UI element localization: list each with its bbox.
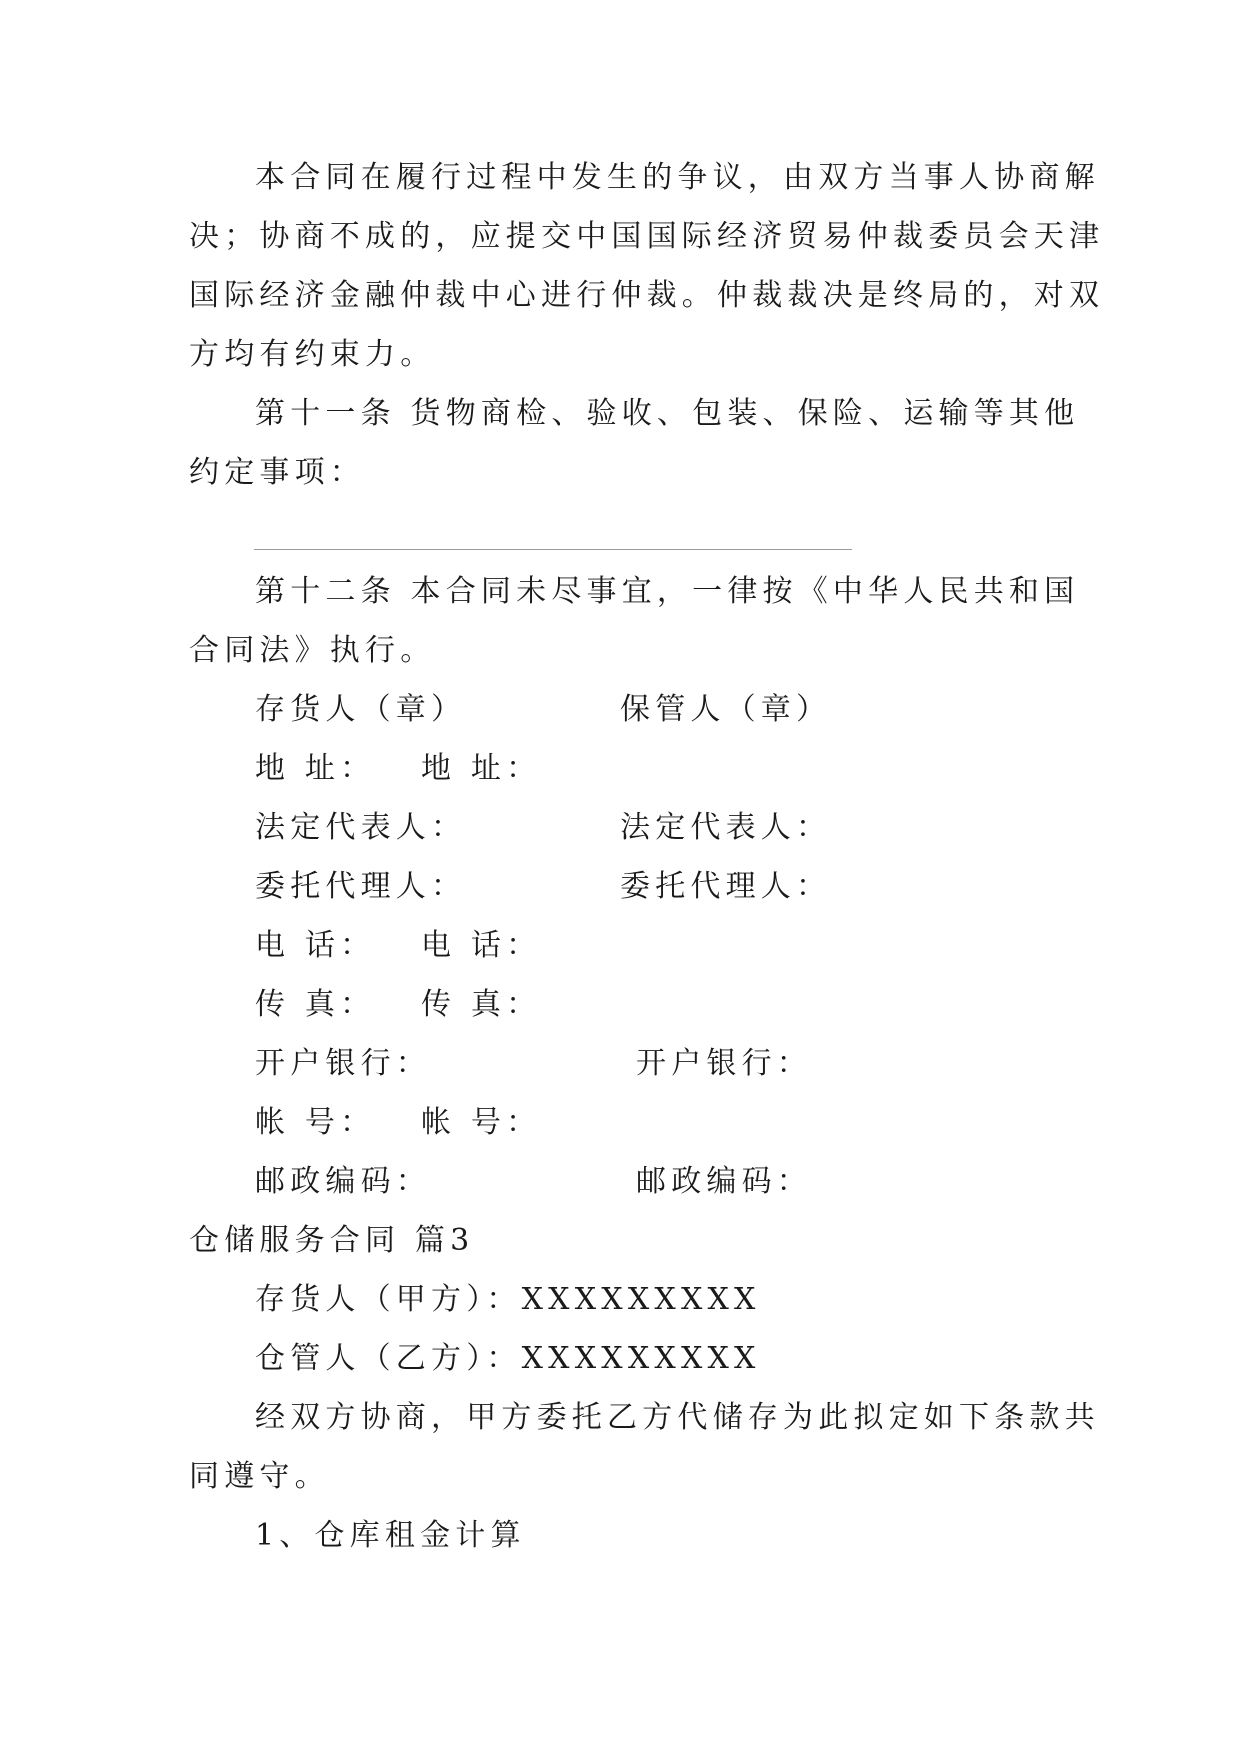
- account-right-label: 帐 号：: [421, 1105, 542, 1140]
- section-title: 仓储服务合同 篇3: [189, 1223, 475, 1258]
- postcode-right-label: 邮政编码：: [636, 1164, 812, 1199]
- bank-right-label: 开户银行：: [636, 1046, 812, 1081]
- address-right-label: 地 址：: [421, 751, 542, 786]
- legal-rep-right-label: 法定代表人：: [620, 810, 832, 845]
- blank-fill-line: [254, 549, 852, 550]
- intro-line-2: 同遵守。: [189, 1459, 330, 1494]
- article-11-line-1: 第十一条 货物商检、验收、包装、保险、运输等其他: [255, 396, 1080, 431]
- paragraph-dispute-line-2: 决；协商不成的，应提交中国国际经济贸易仲裁委员会天津: [189, 219, 1105, 254]
- paragraph-dispute-line-1: 本合同在履行过程中发生的争议，由双方当事人协商解: [255, 160, 1100, 195]
- phone-right-label: 电 话：: [421, 928, 542, 963]
- legal-rep-left-label: 法定代表人：: [255, 810, 467, 845]
- intro-line-1: 经双方协商，甲方委托乙方代储存为此拟定如下条款共: [255, 1400, 1100, 1435]
- account-left-label: 帐 号：: [255, 1105, 376, 1140]
- party-a-line: 存货人（甲方）：XXXXXXXXX: [255, 1282, 761, 1317]
- paragraph-dispute-line-3: 国际经济金融仲裁中心进行仲裁。仲裁裁决是终局的，对双: [189, 278, 1105, 313]
- clause-1-heading: 1、仓库租金计算: [255, 1518, 526, 1553]
- bank-left-label: 开户银行：: [255, 1046, 431, 1081]
- agent-left-label: 委托代理人：: [255, 869, 467, 904]
- address-left-label: 地 址：: [255, 751, 376, 786]
- article-12-line-2: 合同法》执行。: [189, 633, 436, 668]
- keeper-seal-label: 保管人（章）: [620, 692, 832, 727]
- article-12-line-1: 第十二条 本合同未尽事宜，一律按《中华人民共和国: [255, 574, 1080, 609]
- paragraph-dispute-line-4: 方均有约束力。: [189, 337, 436, 372]
- party-b-line: 仓管人（乙方）：XXXXXXXXX: [255, 1341, 761, 1376]
- postcode-left-label: 邮政编码：: [255, 1164, 431, 1199]
- fax-right-label: 传 真：: [421, 987, 542, 1022]
- fax-left-label: 传 真：: [255, 987, 376, 1022]
- agent-right-label: 委托代理人：: [620, 869, 832, 904]
- phone-left-label: 电 话：: [255, 928, 376, 963]
- depositor-seal-label: 存货人（章）: [255, 692, 467, 727]
- article-11-line-2: 约定事项：: [189, 455, 365, 490]
